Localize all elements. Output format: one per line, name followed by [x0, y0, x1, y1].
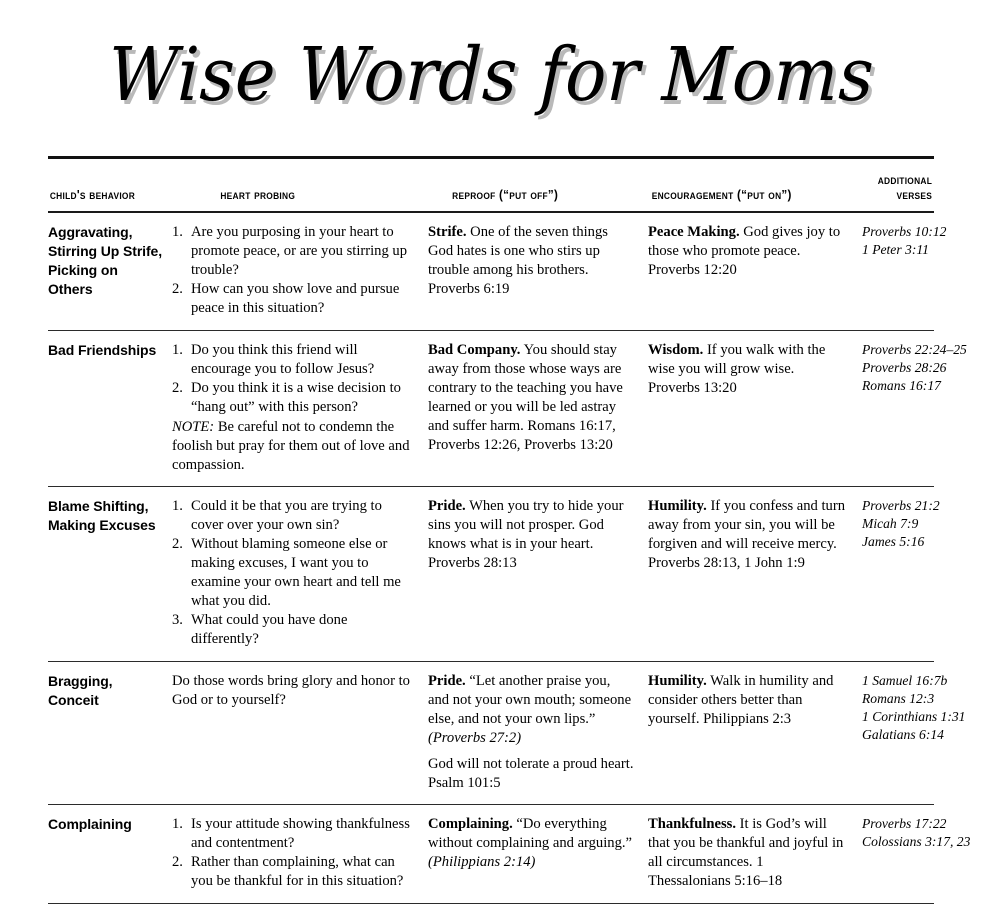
behavior-line: Making Excuses: [48, 516, 156, 533]
heart-probing-note: [172, 418, 414, 475]
reproof-text: “Let another praise you, and not your own mouth; someone else, and not your own lips.”: [428, 672, 632, 727]
list-number: 3.: [172, 612, 183, 629]
reproof-text: When you try to hide your sins you will not prosper. God knows what is in your heart. Proverbs 28:13: [428, 497, 624, 571]
heart-probing-item: [172, 379, 414, 417]
encouragement-term: Thankfulness.: [648, 815, 737, 832]
encouragement-term: Humility.: [648, 672, 707, 689]
reproof-paragraph: [428, 815, 634, 872]
list-number: 2.: [172, 380, 183, 397]
heart-probing-list: [172, 341, 414, 417]
column-header-additional-line2: verses: [896, 187, 933, 202]
column-header-childs-behavior: child's behavior: [49, 187, 136, 202]
cell-childs-behavior: [48, 223, 172, 319]
table-row: [48, 487, 940, 661]
reproof-paragraph: [428, 223, 634, 299]
behavior-line: Picking on Others: [48, 262, 118, 298]
encouragement-term: Wisdom.: [648, 341, 704, 358]
cell-additional-verses: [862, 497, 940, 650]
cell-reproof: [428, 223, 648, 319]
heart-probing-item: [172, 223, 414, 280]
column-header-additional-line1: additional: [877, 173, 933, 187]
verse-reference: Micah 7:9: [862, 515, 919, 531]
table-header-row: [48, 159, 934, 211]
encouragement-term: Humility.: [648, 497, 707, 514]
cell-additional-verses: [862, 672, 966, 793]
list-number: 1.: [172, 815, 183, 832]
cell-additional-verses: [862, 223, 947, 319]
behavior-line: Bragging,: [48, 672, 113, 689]
heart-probing-item-text: Do you think it is a wise decision to “hang out” with this person?: [191, 380, 401, 416]
table-row: [48, 805, 971, 903]
behavior-line: Aggravating,: [48, 224, 133, 240]
column-header-encouragement: encouragement (“put on”): [651, 187, 792, 202]
reproof-term: Strife.: [428, 224, 467, 240]
encouragement-paragraph: [648, 341, 848, 398]
behavior-table: [48, 156, 971, 904]
cell-heart-probing: [172, 672, 428, 793]
reproof-text: “Do everything without complaining and arguing.”: [428, 815, 633, 851]
verse-reference: Colossians 3:17, 23: [862, 833, 971, 849]
reproof-paragraph: [428, 341, 634, 455]
reproof-extra: God will not tolerate a proud heart. Psalm 101:5: [428, 755, 634, 791]
table-row: [48, 331, 967, 486]
cell-encouragement: [648, 815, 862, 892]
cell-additional-verses: [862, 815, 971, 892]
encouragement-paragraph: [648, 223, 848, 280]
list-number: 1.: [172, 497, 183, 514]
heart-probing-item-text: Do you think this friend will encourage you to follow Jesus?: [191, 341, 375, 377]
cell-heart-probing: [172, 497, 428, 650]
cell-encouragement: [648, 223, 862, 319]
encouragement-text: If you walk with the wise you will grow wise. Proverbs 13:20: [648, 341, 826, 396]
heart-probing-item: [172, 815, 414, 853]
reproof-reference: (Proverbs 27:2): [428, 729, 522, 746]
heart-probing-item-text: How can you show love and pursue peace in this situation?: [191, 281, 400, 317]
list-number: 1.: [172, 341, 183, 358]
heart-probing-item-text: Without blaming someone else or making excuses, I want you to examine your own heart and tell me what you did.: [191, 536, 401, 609]
cell-additional-verses: [862, 341, 967, 475]
behavior-line: Stirring Up Strife,: [48, 243, 162, 260]
encouragement-text: Walk in humility and consider others better than yourself. Philippians 2:3: [648, 672, 834, 727]
reproof-paragraph: [428, 672, 634, 748]
encouragement-term: Peace Making.: [648, 224, 740, 240]
page-title: Wise Words for Moms: [106, 32, 876, 118]
cell-reproof: [428, 341, 648, 475]
cell-heart-probing: [172, 223, 428, 319]
cell-heart-probing: [172, 815, 428, 892]
cell-heart-probing: [172, 341, 428, 475]
reproof-text: One of the seven things God hates is one who stirs up trouble among his brothers. Proverbs 6:19: [428, 224, 608, 297]
verse-reference: James 5:16: [862, 534, 925, 550]
cell-childs-behavior: [48, 815, 172, 892]
verse-reference: Proverbs 17:22: [862, 815, 947, 831]
cell-reproof: [428, 815, 648, 892]
reproof-term: Pride.: [428, 672, 466, 689]
cell-reproof: [428, 672, 648, 793]
heart-probing-item-text: Could it be that you are trying to cover over your own sin?: [191, 497, 382, 533]
column-header-additional-verses: [867, 173, 934, 202]
encouragement-paragraph: [648, 815, 848, 891]
cell-childs-behavior: [48, 672, 172, 793]
cell-childs-behavior: [48, 341, 172, 475]
list-number: 2.: [172, 854, 183, 871]
behavior-line: Conceit: [48, 691, 99, 708]
table-row: [48, 213, 947, 330]
list-number: 2.: [172, 281, 183, 298]
behavior-line: Bad Friendships: [48, 341, 157, 358]
heart-probing-item: [172, 611, 414, 649]
verse-reference: Romans 16:17: [862, 378, 941, 394]
heart-probing-item-text: Are you purposing in your heart to promote peace, or are you stirring up trouble?: [191, 224, 407, 278]
verse-reference: 1 Samuel 16:7b: [862, 672, 948, 688]
verse-reference: 1 Corinthians 1:31: [862, 709, 966, 725]
verse-reference: Proverbs 21:2: [862, 497, 940, 513]
cell-reproof: [428, 497, 648, 650]
reproof-reference: (Philippians 2:14): [428, 853, 536, 870]
heart-probing-item-text: Is your attitude showing thankfulness and contentment?: [191, 815, 410, 851]
heart-probing-item-text: Rather than complaining, what can you be thankful for in this situation?: [191, 854, 404, 890]
cell-encouragement: [648, 672, 862, 793]
behavior-line: Blame Shifting,: [48, 497, 149, 514]
list-number: 2.: [172, 536, 183, 553]
behavior-line: Complaining: [48, 815, 132, 832]
verse-reference: Romans 12:3: [862, 691, 935, 707]
heart-probing-item: [172, 280, 414, 318]
encouragement-text: God gives joy to those who promote peace. Proverbs 12:20: [648, 224, 841, 278]
verse-reference: Proverbs 10:12: [862, 224, 947, 239]
table-bottom-rule: [48, 903, 934, 904]
heart-probing-list: [172, 815, 414, 891]
reproof-text: You should stay away from those whose ways are contrary to the teaching you have learned or you will be led astray and suffer harm. Romans 16:17, Proverbs 12:26, Proverbs 13:20: [428, 341, 623, 453]
reproof-term: Complaining.: [428, 815, 513, 832]
reproof-paragraph: [428, 497, 634, 573]
encouragement-paragraph: [648, 497, 848, 573]
heart-probing-item: [172, 853, 414, 891]
encouragement-text: If you confess and turn away from your sin, you will be forgiven and will receive mercy. Proverbs 28:13, 1 John 1:9: [648, 497, 845, 571]
table-body: [48, 213, 971, 903]
verse-reference: Proverbs 28:26: [862, 360, 947, 376]
reproof-term: Bad Company.: [428, 341, 521, 358]
cell-encouragement: [648, 341, 862, 475]
title-container: [0, 32, 982, 118]
encouragement-text: It is God’s will that you be thankful and joyful in all circumstances. 1 Thessalonians 5:16–18: [648, 815, 844, 889]
note-text: Be careful not to condemn the foolish but pray for them out of love and compassion.: [172, 418, 410, 473]
heart-probing-item: [172, 341, 414, 379]
list-number: 1.: [172, 224, 183, 240]
heart-probing-list: [172, 497, 414, 650]
table-row: [48, 662, 966, 804]
cell-childs-behavior: [48, 497, 172, 650]
heart-probing-item-text: What could you have done differently?: [191, 612, 348, 648]
verse-reference: Proverbs 22:24–25: [862, 341, 967, 357]
heart-probing-item: [172, 535, 414, 611]
reproof-term: Pride.: [428, 497, 466, 514]
note-label: NOTE:: [172, 418, 215, 435]
heart-probing-list: [172, 223, 414, 318]
verse-reference: 1 Peter 3:11: [862, 242, 929, 258]
column-header-reproof: reproof (“put off”): [452, 187, 559, 202]
verse-reference: Galatians 6:14: [862, 727, 944, 743]
cell-encouragement: [648, 497, 862, 650]
column-header-heart-probing: heart probing: [220, 187, 296, 202]
heart-probing-item: [172, 497, 414, 535]
encouragement-paragraph: [648, 672, 848, 729]
heart-probing-paragraph: Do those words bring glory and honor to God or to yourself?: [172, 672, 410, 708]
